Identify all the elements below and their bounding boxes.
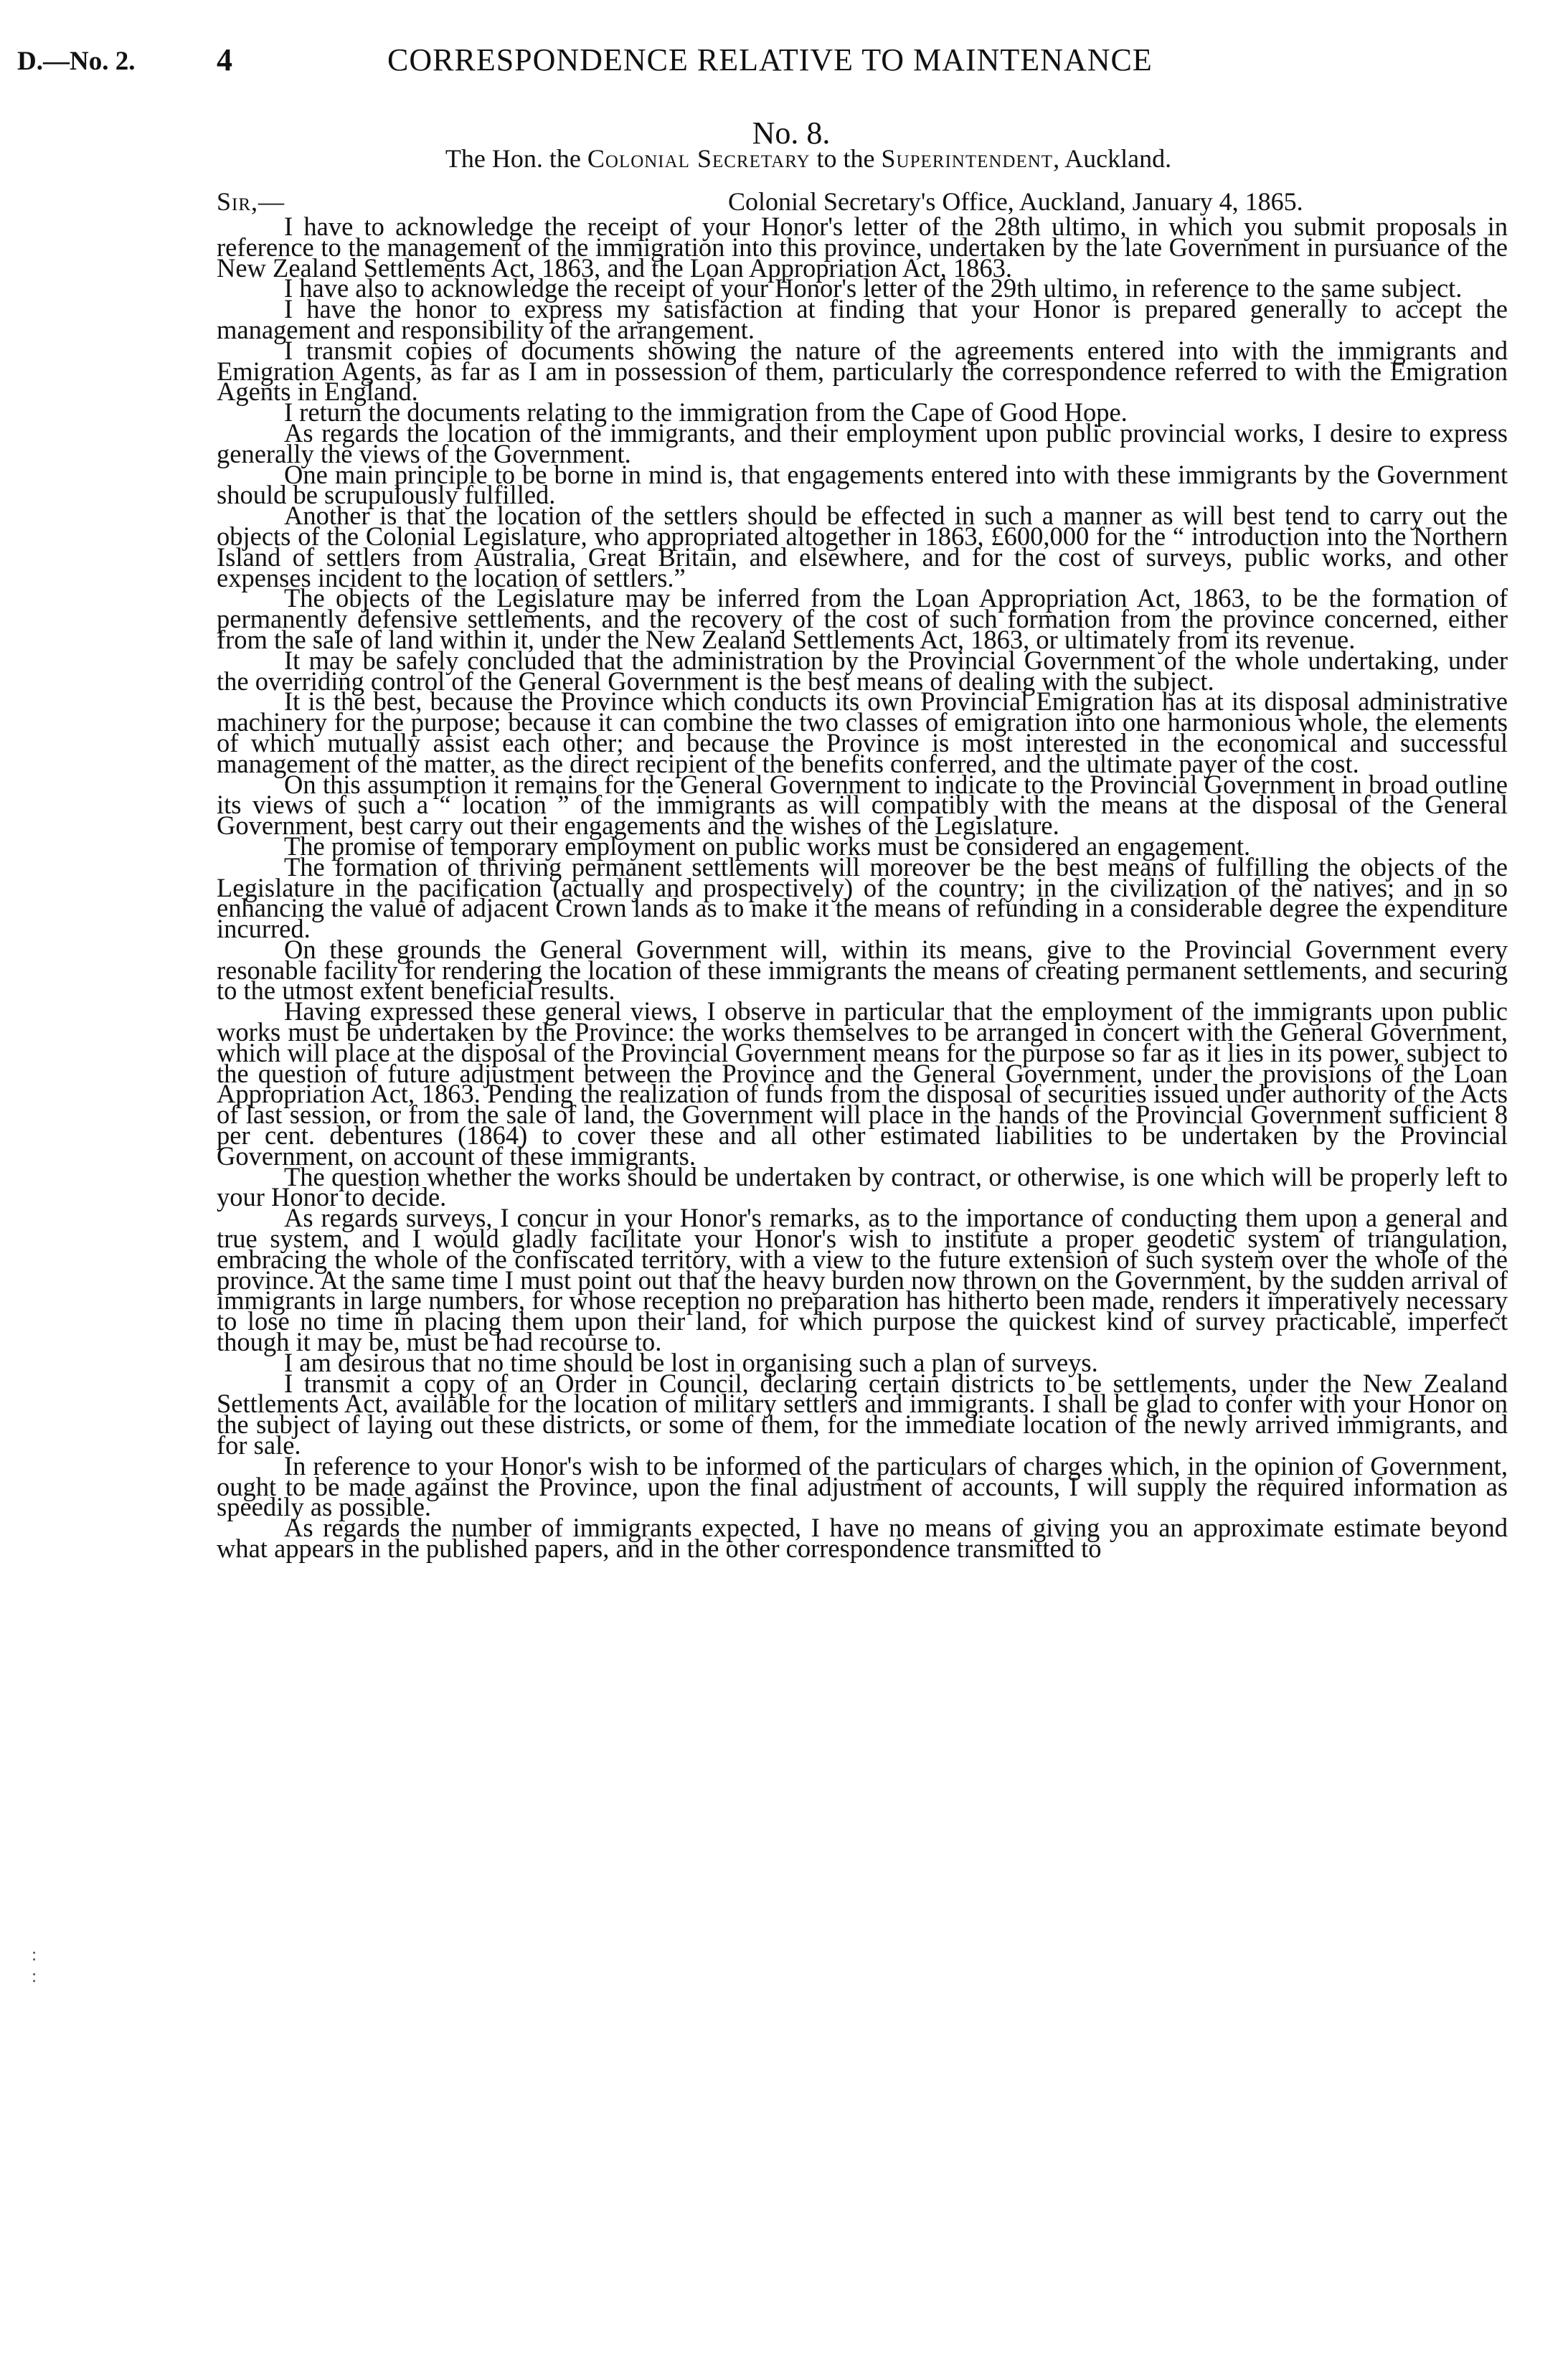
body-paragraph: As regards surveys, I concur in your Honor's remarks, as to the importance of conducting them upon a general and true system, and I would gladly facilitate your Honor's wish to institute a proper geodetic system of triangulation, embracing the whole of the confiscated territory, with a view to the future extension of such system over the whole of the province. At the same time I must point out that the heavy burden now thrown on the Government, by the sudden arrival of immigrants in large numbers, for whose reception no preparation has hitherto been made, renders it imperatively necessary to lose no time in placing them upon their land, for which purpose the quickest kind of survey practicable, imperfect though it may be, must be had recourse to. [217,1203,1508,1357]
subtitle-recipient: Superintendent [881,144,1054,173]
body-paragraph: The formation of thriving permanent settlements will moreover be the best means of fulfilling the objects of the Legislature in the pacification (actually and prospectively) of the country; in the civilization of the natives; and in so enhancing the value of adjacent Crown lands as to make it the means of refunding in a considerable degree the expenditure incurred. [217,851,1508,944]
running-title: CORRESPONDENCE RELATIVE TO MAINTENANCE [387,42,1153,77]
subtitle-prefix: The Hon. the [445,144,587,173]
body-paragraph: The promise of temporary employment on public works must be considered an engagement. [284,831,1251,861]
subtitle-suffix: , Auckland. [1053,144,1172,173]
body-paragraph: I have also to acknowledge the receipt of your Honor's letter of the 29th ultimo, in reference to the same subject. [284,273,1463,303]
body-paragraph: On these grounds the General Government will, within its means, give to the Provincial Government every resonable facility for rendering the location of these immigrants the means of creating permanent settlements, and securing to the utmost extent beneficial results. [217,934,1508,1006]
body-paragraph: As regards the location of the immigrants, and their employment upon public provincial works, I desire to express generally the views of the Government. [217,417,1508,468]
page-number: 4 [217,42,232,77]
subtitle-sender: Colonial Secretary [587,144,811,173]
subtitle-middle: to the [810,144,882,173]
body-paragraph: I transmit a copy of an Order in Council, declaring certain districts to be settlements, under the New Zealand Settlements Act, available for the location of military settlers and immigrants. I shall be glad to confer with your Honor on the subject of laying out these districts, or some of them, for the immediate location of the newly arrived immigrants, and for sale. [217,1368,1508,1460]
dateline: Colonial Secretary's Office, Auckland, January 4, 1865. [728,187,1303,216]
body-paragraph: I am desirous that no time should be lost in organising such a plan of surveys. [284,1347,1098,1377]
body-paragraph: As regards the number of immigrants expected, I have no means of giving you an approximate estimate beyond what appears in the published papers, and in the other correspondence transmitted to [217,1513,1508,1563]
body-paragraph: I have to acknowledge the receipt of your Honor's letter of the 28th ultimo, in which you submit proposals in reference to the management of the immigration into this province, undertaken by the late Government in pursuance of the New Zealand Settlements Act, 1863, and the Loan Appropriation Act, 1863. [217,212,1508,283]
body-paragraph: Having expressed these general views, I observe in particular that the employment of the immigrants upon public works must be undertaken by the Province: the works themselves to be arranged in concert with the General Government, which will place at the disposal of the Provincial Government means for the purpose so far as it lies in its power, subject to the question of future adjustment between the Province and the General Government, under the provisions of the Loan Appropriation Act, 1863. Pending the realization of funds from the disposal of securities issued under authority of the Acts of last session, or from the sale of land, the Government will place in the hands of the Provincial Government sufficient 8 per cent. debentures (1864) to cover these and all other estimated liabilities to be undertaken by the Provincial Government, on account of these immigrants. [217,996,1508,1171]
body-paragraph: I transmit copies of documents showing the nature of the agreements entered into with the immigrants and Emigration Agents, as far as I am in possession of them, particularly the correspondence referred to with the Emigration Agents in England. [217,335,1508,407]
document-reference: D.—No. 2. [17,47,136,76]
letter-number: No. 8. [752,115,831,151]
page-header [0,42,1568,85]
body-paragraph: Another is that the location of the settlers should be effected in such a manner as will best tend to carry out the objects of the Colonial Legislature, who appropriated altogether in 1863, £600,000 for the “ introduction into the Northern Island of settlers from Australia, Great Britain, and elsewhere, and for the cost of surveys, public works, and other expenses incident to the location of settlers.” [217,501,1508,592]
letter-body [217,212,1508,1563]
body-paragraph: I have the honor to express my satisfaction at finding that your Honor is prepared generally to accept the management and responsibility of the arrangement. [217,294,1508,344]
body-paragraph: It may be safely concluded that the administration by the Provincial Government of the whole undertaking, under the overriding control of the General Government is the best means of dealing with the subject. [217,645,1508,696]
salutation: Sir,— [217,187,285,216]
body-paragraph: It is the best, because the Province which conducts its own Provincial Emigration has at its disposal administrative machinery for the purpose; because it can combine the two classes of emigration into one harmonious whole, the elements of which mutually assist each other; and because the Province is most interested in the economical and successful management of the matter, as the direct recipient of the benefits conferred, and the ultimate payer of the cost. [217,686,1508,778]
margin-marks: : : [32,1944,37,1986]
body-paragraph: In reference to your Honor's wish to be informed of the particulars of charges which, in the opinion of Government, ought to be made against the Province, upon the final adjustment of accounts, I will supply the required information as speedily as possible. [217,1450,1508,1522]
body-paragraph: The objects of the Legislature may be inferred from the Loan Appropriation Act, 1863, to be the formation of permanently defensive settlements, and the recovery of the cost of such formation from the province concerned, either from the sale of land within it, under the New Zealand Settlements Act, 1863, or ultimately from its revenue. [217,583,1508,654]
body-paragraph: On this assumption it remains for the General Government to indicate to the Provincial Government in broad outline its views of such a “ location ” of the immigrants as will compatibly with the means at the disposal of the General Government, best carry out their engagements and the wishes of the Legislature. [217,769,1508,841]
body-paragraph: The question whether the works should be undertaken by contract, or otherwise, is one which will be properly left to your Honor to decide. [217,1161,1508,1212]
body-paragraph: I return the documents relating to the immigration from the Cape of Good Hope. [284,397,1128,428]
body-paragraph: One main principle to be borne in mind is, that engagements entered into with these immigrants by the Government should be scrupulously fulfilled. [217,459,1508,510]
letter-subtitle [0,143,1568,174]
